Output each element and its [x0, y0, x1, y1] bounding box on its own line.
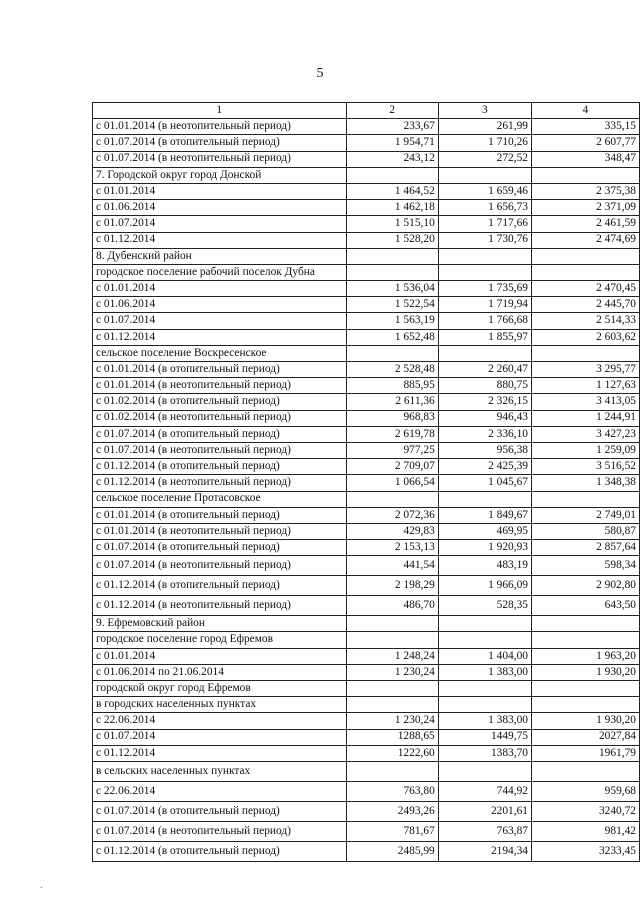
value-cell-col3: 1449,75 [438, 729, 531, 745]
value-cell-col4: 1 127,63 [531, 378, 639, 394]
value-cell-col2: 2 072,36 [346, 507, 438, 523]
value-cell-col2: 2 153,13 [346, 540, 438, 556]
value-cell-col4: 2 857,64 [531, 540, 639, 556]
value-cell-col4 [531, 264, 639, 280]
value-cell-col4 [531, 697, 639, 713]
table-row [93, 135, 640, 151]
value-cell-col3: 1 730,76 [438, 232, 531, 248]
value-cell-col2: 1288,65 [346, 729, 438, 745]
value-cell-col3: 1 735,69 [438, 281, 531, 297]
table-row [93, 394, 640, 410]
value-cell-col3: 880,75 [438, 378, 531, 394]
table-row [93, 248, 640, 264]
value-cell-col3: 1383,70 [438, 745, 531, 761]
value-cell-col4: 3 295,77 [531, 362, 639, 378]
value-cell-col3: 1 920,93 [438, 540, 531, 556]
row-label: с 01.01.2014 [93, 183, 347, 199]
value-cell-col2: 1 230,24 [346, 664, 438, 680]
table-row [93, 729, 640, 745]
row-label: 9. Ефремовский район [93, 616, 347, 632]
value-cell-col2: 1 652,48 [346, 329, 438, 345]
row-label: с 01.06.2014 [93, 200, 347, 216]
page-number: 5 [316, 66, 324, 81]
value-cell-col2: 1 522,54 [346, 297, 438, 313]
table-row [93, 841, 640, 861]
table-row [93, 151, 640, 167]
row-label: с 01.07.2014 (в отопительный период) [93, 135, 347, 151]
row-label: в сельских населенных пунктах [93, 761, 347, 781]
header-cell-1: 1 [93, 103, 347, 119]
value-cell-col2 [346, 491, 438, 507]
table-row [93, 378, 640, 394]
table-row [93, 426, 640, 442]
table-row [93, 459, 640, 475]
header-row [93, 103, 640, 119]
value-cell-col4: 2 902,80 [531, 576, 639, 596]
table-row [93, 442, 640, 458]
table-row [93, 648, 640, 664]
row-label: с 01.01.2014 [93, 281, 347, 297]
table-row [93, 540, 640, 556]
value-cell-col2 [346, 345, 438, 361]
table-row [93, 664, 640, 680]
value-cell-col2: 1 464,52 [346, 183, 438, 199]
value-cell-col4: 2 371,09 [531, 200, 639, 216]
table-row [93, 119, 640, 135]
value-cell-col4: 1961,79 [531, 745, 639, 761]
value-cell-col3: 1 855,97 [438, 329, 531, 345]
table-row [93, 781, 640, 801]
value-cell-col3 [438, 632, 531, 648]
table-row [93, 632, 640, 648]
value-cell-col4: 598,34 [531, 556, 639, 576]
value-cell-col4: 1 244,91 [531, 410, 639, 426]
value-cell-col4 [531, 248, 639, 264]
value-cell-col3 [438, 491, 531, 507]
value-cell-col3: 1 404,00 [438, 648, 531, 664]
value-cell-col3: 1 659,46 [438, 183, 531, 199]
value-cell-col2: 968,83 [346, 410, 438, 426]
table-row [93, 475, 640, 491]
row-label: с 01.01.2014 (в неотопительный период) [93, 119, 347, 135]
value-cell-col2: 1 536,04 [346, 281, 438, 297]
row-label: 8. Дубенский район [93, 248, 347, 264]
value-cell-col4: 3 427,23 [531, 426, 639, 442]
table-row [93, 264, 640, 280]
value-cell-col2: 885,95 [346, 378, 438, 394]
value-cell-col3 [438, 345, 531, 361]
row-label: с 01.12.2014 (в неотопительный период) [93, 475, 347, 491]
row-label: с 01.12.2014 (в неотопительный период) [93, 596, 347, 616]
value-cell-col4 [531, 632, 639, 648]
value-cell-col2: 243,12 [346, 151, 438, 167]
value-cell-col3 [438, 264, 531, 280]
table-row [93, 616, 640, 632]
row-label: с 01.12.2014 [93, 232, 347, 248]
table-row [93, 801, 640, 821]
row-label: с 01.02.2014 (в неотопительный период) [93, 410, 347, 426]
table-row [93, 821, 640, 841]
value-cell-col3: 2 326,15 [438, 394, 531, 410]
table-row [93, 596, 640, 616]
value-cell-col4 [531, 491, 639, 507]
value-cell-col2 [346, 616, 438, 632]
row-label: с 01.06.2014 по 21.06.2014 [93, 664, 347, 680]
table-row [93, 313, 640, 329]
value-cell-col4 [531, 681, 639, 697]
table-row [93, 681, 640, 697]
table-row [93, 523, 640, 539]
value-cell-col4 [531, 761, 639, 781]
value-cell-col2: 2 198,29 [346, 576, 438, 596]
row-label: с 22.06.2014 [93, 713, 347, 729]
row-label: с 01.07.2014 [93, 216, 347, 232]
value-cell-col3: 261,99 [438, 119, 531, 135]
table-row [93, 232, 640, 248]
row-label: с 01.07.2014 [93, 729, 347, 745]
value-cell-col3 [438, 697, 531, 713]
table-row [93, 362, 640, 378]
value-cell-col2: 2 619,78 [346, 426, 438, 442]
row-label: городское поселение рабочий поселок Дубна [93, 264, 347, 280]
value-cell-col2 [346, 761, 438, 781]
value-cell-col2 [346, 681, 438, 697]
value-cell-col3: 528,35 [438, 596, 531, 616]
row-label: городское поселение город Ефремов [93, 632, 347, 648]
value-cell-col4: 2 603,62 [531, 329, 639, 345]
value-cell-col2: 1 954,71 [346, 135, 438, 151]
value-cell-col3: 2 425,39 [438, 459, 531, 475]
value-cell-col4 [531, 616, 639, 632]
value-cell-col2: 781,67 [346, 821, 438, 841]
table-row [93, 216, 640, 232]
value-cell-col3: 1 966,09 [438, 576, 531, 596]
value-cell-col3: 1 710,26 [438, 135, 531, 151]
value-cell-col4: 981,42 [531, 821, 639, 841]
value-cell-col2: 1 563,19 [346, 313, 438, 329]
value-cell-col4: 3 516,52 [531, 459, 639, 475]
value-cell-col3 [438, 761, 531, 781]
value-cell-col2: 441,54 [346, 556, 438, 576]
value-cell-col2: 1 528,20 [346, 232, 438, 248]
row-label: с 22.06.2014 [93, 781, 347, 801]
row-label: с 01.07.2014 (в неотопительный период) [93, 151, 347, 167]
tariff-table-body [93, 103, 640, 862]
row-label: с 01.01.2014 (в неотопительный период) [93, 523, 347, 539]
value-cell-col4: 3 413,05 [531, 394, 639, 410]
value-cell-col2: 1 066,54 [346, 475, 438, 491]
row-label: с 01.01.2014 (в неотопительный период) [93, 378, 347, 394]
value-cell-col4: 580,87 [531, 523, 639, 539]
value-cell-col2: 2493,26 [346, 801, 438, 821]
row-label: с 01.07.2014 (в отопительный период) [93, 540, 347, 556]
value-cell-col3: 1 656,73 [438, 200, 531, 216]
table-row [93, 576, 640, 596]
value-cell-col3: 763,87 [438, 821, 531, 841]
value-cell-col4: 1 930,20 [531, 713, 639, 729]
value-cell-col3: 2 336,10 [438, 426, 531, 442]
row-label: с 01.01.2014 (в отопительный период) [93, 362, 347, 378]
value-cell-col3 [438, 167, 531, 183]
table-row [93, 745, 640, 761]
value-cell-col4: 1 963,20 [531, 648, 639, 664]
value-cell-col3: 1 383,00 [438, 664, 531, 680]
value-cell-col4: 2 470,45 [531, 281, 639, 297]
value-cell-col3: 2 260,47 [438, 362, 531, 378]
row-label: с 01.07.2014 (в неотопительный период) [93, 442, 347, 458]
row-label: с 01.07.2014 [93, 313, 347, 329]
value-cell-col4: 1 930,20 [531, 664, 639, 680]
value-cell-col2: 1 462,18 [346, 200, 438, 216]
row-label: с 01.07.2014 (в неотопительный период) [93, 556, 347, 576]
table-row [93, 761, 640, 781]
row-label: с 01.01.2014 [93, 648, 347, 664]
row-label: с 01.12.2014 (в отопительный период) [93, 841, 347, 861]
value-cell-col3 [438, 681, 531, 697]
value-cell-col4: 2 607,77 [531, 135, 639, 151]
value-cell-col2: 1 230,24 [346, 713, 438, 729]
value-cell-col2: 977,25 [346, 442, 438, 458]
value-cell-col2 [346, 697, 438, 713]
table-row [93, 491, 640, 507]
value-cell-col3 [438, 248, 531, 264]
table-row [93, 507, 640, 523]
value-cell-col3: 1 717,66 [438, 216, 531, 232]
value-cell-col2 [346, 632, 438, 648]
value-cell-col3: 956,38 [438, 442, 531, 458]
row-label: с 01.12.2014 [93, 329, 347, 345]
value-cell-col3: 469,95 [438, 523, 531, 539]
table-row [93, 697, 640, 713]
tariff-table [92, 102, 640, 862]
row-label: с 01.07.2014 (в отопительный период) [93, 801, 347, 821]
value-cell-col4: 2 514,33 [531, 313, 639, 329]
row-label: сельское поселение Воскресенское [93, 345, 347, 361]
value-cell-col4: 643,50 [531, 596, 639, 616]
value-cell-col2: 233,67 [346, 119, 438, 135]
table-row [93, 281, 640, 297]
value-cell-col4: 1 348,38 [531, 475, 639, 491]
value-cell-col2: 486,70 [346, 596, 438, 616]
value-cell-col3: 483,19 [438, 556, 531, 576]
value-cell-col4: 2 461,59 [531, 216, 639, 232]
row-label: городской округ город Ефремов [93, 681, 347, 697]
value-cell-col4: 335,15 [531, 119, 639, 135]
scan-mark: . [40, 880, 43, 891]
value-cell-col4: 1 259,09 [531, 442, 639, 458]
value-cell-col2 [346, 167, 438, 183]
row-label: с 01.12.2014 (в отопительный период) [93, 576, 347, 596]
header-cell-4: 4 [531, 103, 639, 119]
value-cell-col3: 1 383,00 [438, 713, 531, 729]
row-label: с 01.12.2014 (в отопительный период) [93, 459, 347, 475]
row-label: 7. Городской округ город Донской [93, 167, 347, 183]
table-row [93, 410, 640, 426]
value-cell-col4 [531, 345, 639, 361]
value-cell-col2: 2 709,07 [346, 459, 438, 475]
header-cell-2: 2 [346, 103, 438, 119]
value-cell-col3 [438, 616, 531, 632]
row-label: с 01.06.2014 [93, 297, 347, 313]
value-cell-col3: 744,92 [438, 781, 531, 801]
table-row [93, 556, 640, 576]
value-cell-col2: 2 528,48 [346, 362, 438, 378]
header-cell-3: 3 [438, 103, 531, 119]
table-row [93, 183, 640, 199]
table-row [93, 713, 640, 729]
value-cell-col4: 2 445,70 [531, 297, 639, 313]
value-cell-col4: 3240,72 [531, 801, 639, 821]
value-cell-col4: 959,68 [531, 781, 639, 801]
row-label: с 01.01.2014 (в отопительный период) [93, 507, 347, 523]
value-cell-col2: 2485,99 [346, 841, 438, 861]
value-cell-col3: 1 719,94 [438, 297, 531, 313]
value-cell-col2 [346, 248, 438, 264]
value-cell-col4 [531, 167, 639, 183]
table-row [93, 297, 640, 313]
table-row [93, 329, 640, 345]
row-label: с 01.07.2014 (в неотопительный период) [93, 821, 347, 841]
value-cell-col3: 2194,34 [438, 841, 531, 861]
value-cell-col4: 2027,84 [531, 729, 639, 745]
value-cell-col4: 2 749,01 [531, 507, 639, 523]
table-row [93, 200, 640, 216]
table-row [93, 167, 640, 183]
value-cell-col4: 2 375,38 [531, 183, 639, 199]
row-label: с 01.07.2014 (в отопительный период) [93, 426, 347, 442]
value-cell-col3: 1 045,67 [438, 475, 531, 491]
value-cell-col3: 2201,61 [438, 801, 531, 821]
value-cell-col4: 2 474,69 [531, 232, 639, 248]
value-cell-col3: 1 849,67 [438, 507, 531, 523]
value-cell-col2 [346, 264, 438, 280]
row-label: с 01.12.2014 [93, 745, 347, 761]
value-cell-col2: 1 248,24 [346, 648, 438, 664]
table-row [93, 345, 640, 361]
value-cell-col2: 2 611,36 [346, 394, 438, 410]
value-cell-col2: 429,83 [346, 523, 438, 539]
value-cell-col2: 1 515,10 [346, 216, 438, 232]
row-label: сельское поселение Протасовское [93, 491, 347, 507]
row-label: в городских населенных пунктах [93, 697, 347, 713]
value-cell-col3: 1 766,68 [438, 313, 531, 329]
value-cell-col3: 946,43 [438, 410, 531, 426]
value-cell-col2: 763,80 [346, 781, 438, 801]
value-cell-col4: 348,47 [531, 151, 639, 167]
value-cell-col4: 3233,45 [531, 841, 639, 861]
value-cell-col3: 272,52 [438, 151, 531, 167]
value-cell-col2: 1222,60 [346, 745, 438, 761]
row-label: с 01.02.2014 (в отопительный период) [93, 394, 347, 410]
